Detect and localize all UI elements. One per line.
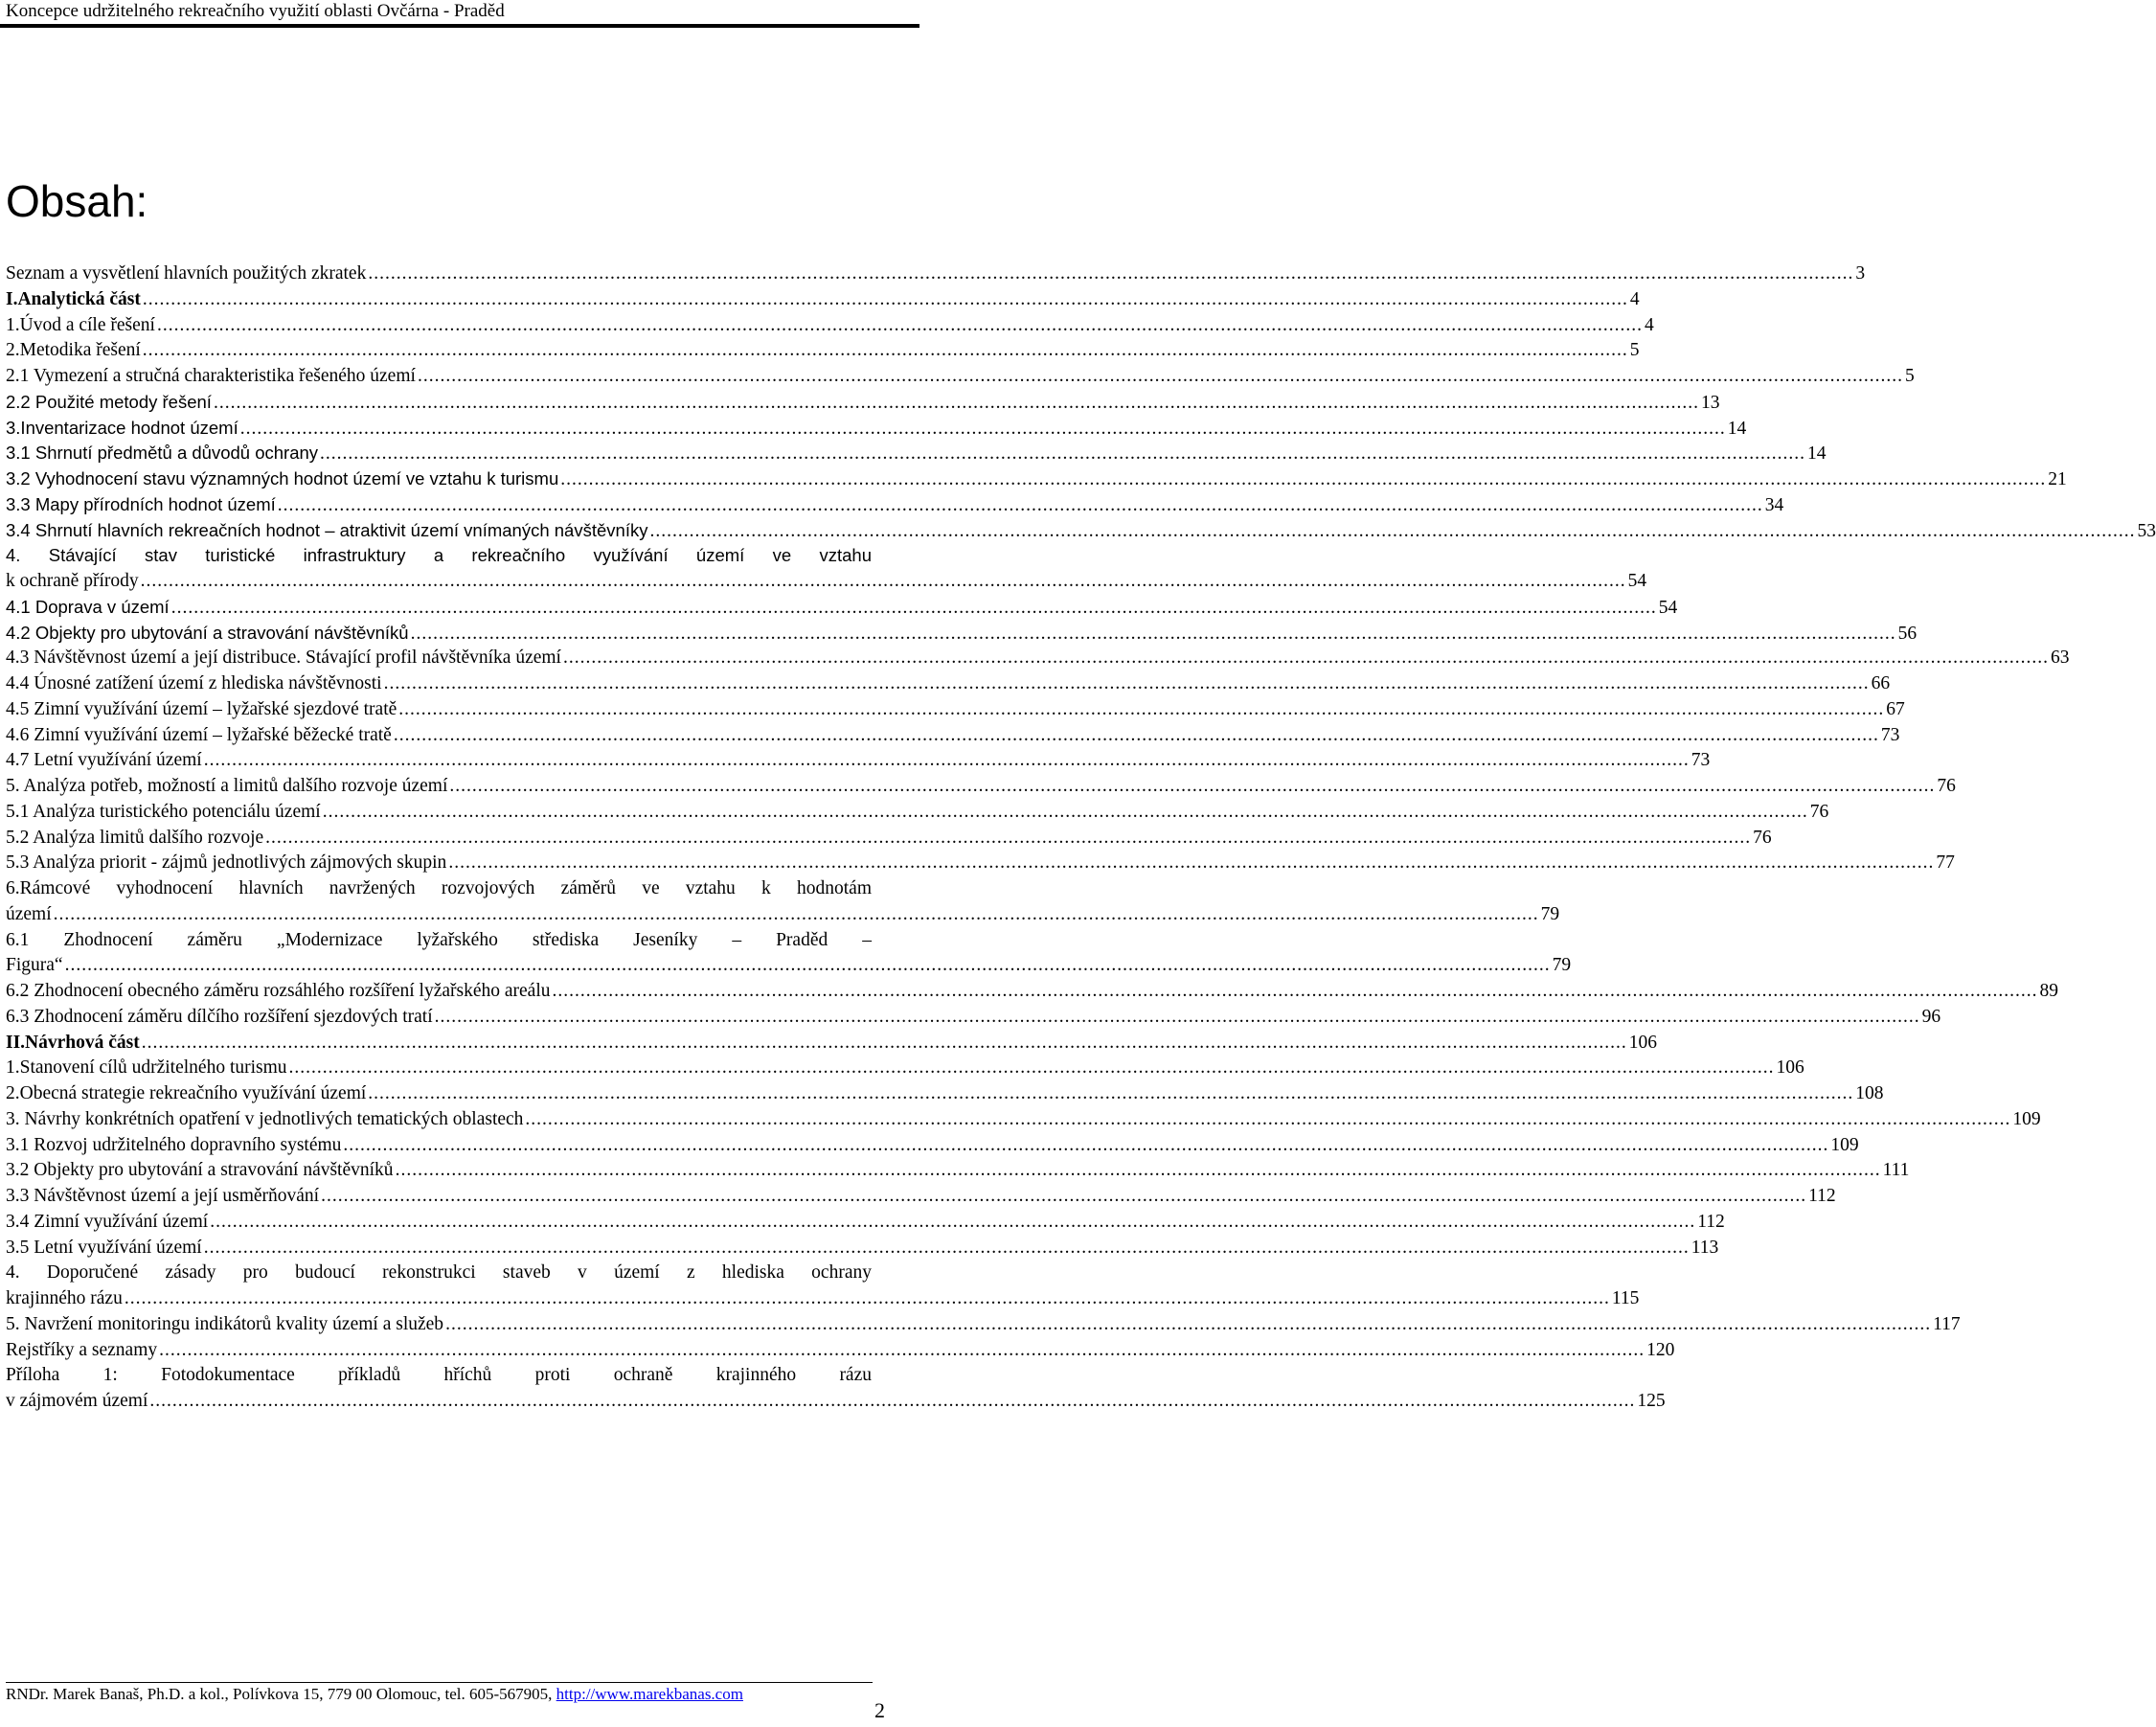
toc-entry-title: 5. Analýza potřeb, možností a limitů dalšího rozvoje území xyxy=(6,776,448,796)
toc-entry-continuation xyxy=(6,1286,1640,1312)
footer-rule xyxy=(6,1682,873,1683)
toc-page-number: 76 xyxy=(1937,776,1956,796)
toc-page-number: 109 xyxy=(2012,1108,2041,1129)
toc-dot-leader xyxy=(563,646,2049,671)
toc-dot-leader xyxy=(649,519,2135,545)
toc-page-number: 113 xyxy=(1691,1237,1719,1258)
document-title: Koncepce udržitelného rekreačního využití oblasti Ovčárna - Praděd xyxy=(6,1,505,21)
toc-page-number: 73 xyxy=(1880,724,1900,745)
toc-dot-leader xyxy=(384,671,1870,697)
toc-entry-title: 1.Stanovení cílů udržitelného turismu xyxy=(6,1057,287,1079)
toc-dot-leader xyxy=(320,442,1805,467)
toc-entry[interactable] xyxy=(6,466,2067,492)
toc-entry-title: 3.3 Mapy přírodních hodnot území xyxy=(6,493,276,514)
toc-page-number: 54 xyxy=(1658,597,1678,618)
footer xyxy=(6,1684,743,1705)
toc-entry-title: 3.1 Rozvoj udržitelného dopravního systému xyxy=(6,1134,342,1155)
toc-entry-title: 3.2 Objekty pro ubytování a stravování návštěvníků xyxy=(6,1160,394,1181)
toc-page-number: 112 xyxy=(1808,1186,1836,1206)
toc-entry[interactable] xyxy=(6,774,1956,800)
toc-entry[interactable] xyxy=(6,441,1827,466)
toc-entry-title: 1.Úvod a cíle řešení xyxy=(6,314,155,335)
toc-page-number: 67 xyxy=(1886,698,1905,719)
toc-entry-continuation xyxy=(6,569,1647,595)
toc-entry[interactable] xyxy=(6,621,1918,647)
toc-entry[interactable] xyxy=(6,518,2156,544)
toc-page-number: 111 xyxy=(1882,1160,1910,1181)
toc-dot-leader xyxy=(157,313,1643,339)
toc-dot-leader xyxy=(368,261,1853,287)
toc-page-number: 117 xyxy=(1933,1313,1961,1334)
toc-entry-title: 2.2 Použité metody řešení xyxy=(6,391,212,412)
toc-entry[interactable] xyxy=(6,287,1640,313)
toc-entry-title: 3.4 Shrnutí hlavních rekreačních hodnot – atraktivit území vnímaných návštěvníky xyxy=(6,519,648,540)
toc-entry-title: k ochraně přírody xyxy=(6,571,139,591)
toc-page-number: 4 xyxy=(1644,314,1654,335)
toc-entry[interactable] xyxy=(6,979,2059,1005)
toc-entry-title-line: 6.Rámcové vyhodnocení hlavních navržených rozvojových záměrů ve vztahu k hodnotám xyxy=(6,878,872,898)
toc-page-number: 4 xyxy=(1629,288,1640,309)
toc-dot-leader xyxy=(525,1107,2010,1133)
toc-entry-title: 4.6 Zimní využívání území – lyžařské běžecké tratě xyxy=(6,724,392,745)
toc-entry[interactable] xyxy=(6,416,1747,442)
toc-entry-title: Seznam a vysvětlení hlavních použitých zkratek xyxy=(6,263,367,284)
toc-entry-title: 3.1 Shrnutí předmětů a důvodů ochrany xyxy=(6,443,319,464)
toc-entry-title-line: 6.1 Zhodnocení záměru „Modernizace lyžařského střediska Jeseníky – Praděd – xyxy=(6,929,872,950)
toc-dot-leader xyxy=(171,596,1657,622)
toc-entry-title: 3.Inventarizace hodnot území xyxy=(6,417,238,438)
toc-page-number: 54 xyxy=(1627,571,1647,591)
toc-page-number: 14 xyxy=(1807,443,1827,465)
toc-dot-leader xyxy=(125,1286,1610,1312)
toc-entry-continuation xyxy=(6,1389,1666,1415)
toc-dot-leader xyxy=(265,826,1751,852)
toc-dot-leader xyxy=(204,748,1690,774)
running-header xyxy=(6,0,916,25)
toc-dot-leader xyxy=(278,493,1763,519)
toc-page-number: 109 xyxy=(1830,1134,1859,1155)
toc-dot-leader xyxy=(368,1081,1853,1107)
toc-entry[interactable] xyxy=(6,851,1955,876)
toc-entry[interactable] xyxy=(6,1184,1836,1210)
toc-entry[interactable] xyxy=(6,1210,1725,1236)
toc-entry-title: 3.4 Zimní využívání území xyxy=(6,1211,209,1232)
toc-dot-leader xyxy=(214,391,1699,417)
toc-page-number: 79 xyxy=(1552,955,1572,976)
toc-entry[interactable] xyxy=(6,876,1560,928)
toc-entry-title: 4.7 Letní využívání území xyxy=(6,750,202,771)
toc-entry-continuation xyxy=(6,953,1572,979)
toc-dot-leader xyxy=(411,622,1896,648)
toc-dot-leader xyxy=(321,1184,1806,1210)
toc-entry-title: 4.1 Doprava v území xyxy=(6,596,170,617)
toc-entry[interactable] xyxy=(6,338,1640,364)
toc-entry-title: 5.3 Analýza priorit - zájmů jednotlivých zájmových skupin xyxy=(6,852,447,874)
toc-entry[interactable] xyxy=(6,671,1891,697)
toc-entry-title: v zájmovém území xyxy=(6,1391,148,1411)
toc-dot-leader xyxy=(143,287,1628,313)
toc-dot-leader xyxy=(149,1389,1635,1415)
toc-dot-leader xyxy=(65,953,1551,979)
footer-website-link[interactable]: http://www.marekbanas.com xyxy=(556,1685,743,1703)
toc-entry-title: 3.2 Vyhodnocení stavu významných hodnot území ve vztahu k turismu xyxy=(6,468,559,489)
toc-entry[interactable] xyxy=(6,261,1866,287)
toc-entry-title: II.Návrhová část xyxy=(6,1032,140,1053)
toc-dot-leader xyxy=(553,979,2038,1005)
toc-entry-title: 5.2 Analýza limitů dalšího rozvoje xyxy=(6,827,264,848)
toc-page-number: 112 xyxy=(1697,1211,1725,1232)
toc-dot-leader xyxy=(323,800,1808,826)
toc-dot-leader xyxy=(449,774,1935,800)
toc-entry-title: 6.3 Zhodnocení záměru dílčího rozšíření sjezdových tratí xyxy=(6,1006,433,1027)
toc-entry[interactable] xyxy=(6,646,2070,671)
toc-entry-title: 2.Metodika řešení xyxy=(6,340,141,361)
toc-entry[interactable] xyxy=(6,1005,1941,1031)
toc-entry-title-line: 4. Doporučené zásady pro budoucí rekonstrukci staveb v území z hlediska ochrany xyxy=(6,1262,872,1284)
toc-entry-title: 3.5 Letní využívání území xyxy=(6,1237,202,1258)
toc-entry-title: 6.2 Zhodnocení obecného záměru rozsáhlého rozšíření lyžařského areálu xyxy=(6,981,551,1001)
toc-entry[interactable] xyxy=(6,1133,1859,1159)
toc-entry[interactable] xyxy=(6,800,1829,826)
toc-entry[interactable] xyxy=(6,492,1784,518)
toc-page-number: 96 xyxy=(1921,1006,1941,1027)
toc-entry[interactable] xyxy=(6,1056,1804,1081)
toc-entry[interactable] xyxy=(6,748,1711,774)
toc-entry-title: 2.Obecná strategie rekreačního využívání území xyxy=(6,1083,367,1103)
toc-page-number: 77 xyxy=(1936,852,1955,874)
toc-entry-title: 3. Návrhy konkrétních opatření v jednotlivých tematických oblastech xyxy=(6,1108,524,1129)
toc-page-number: 73 xyxy=(1691,750,1711,771)
toc-entry-title: 3.3 Návštěvnost území a její usměrňování xyxy=(6,1186,320,1206)
toc-entry-title: území xyxy=(6,903,52,924)
toc-dot-leader xyxy=(289,1056,1775,1081)
toc-entry-continuation xyxy=(6,902,1560,928)
toc-entry-title: 4.2 Objekty pro ubytování a stravování návštěvníků xyxy=(6,622,409,643)
toc-dot-leader xyxy=(396,1158,1881,1184)
toc-entry[interactable] xyxy=(6,390,1720,416)
toc-entry[interactable] xyxy=(6,1363,1666,1415)
toc-page-number: 79 xyxy=(1540,903,1560,924)
toc-dot-leader xyxy=(204,1236,1690,1261)
toc-dot-leader xyxy=(394,723,1879,749)
page-number: 2 xyxy=(874,1698,885,1722)
toc-page-number: 63 xyxy=(2050,648,2070,669)
toc-entry[interactable] xyxy=(6,1312,1961,1338)
toc-entry-title: krajinného rázu xyxy=(6,1288,123,1308)
toc-entry[interactable] xyxy=(6,595,1678,621)
toc-dot-leader xyxy=(142,1031,1627,1057)
toc-entry[interactable] xyxy=(6,364,1915,390)
toc-dot-leader xyxy=(560,467,2046,493)
toc-entry-title: 4.3 Návštěvnost území a její distribuce. Stávající profil návštěvníka území xyxy=(6,648,561,669)
toc-page-number: 13 xyxy=(1700,392,1720,413)
toc-page-number: 3 xyxy=(1855,263,1866,284)
toc-entry-title: 2.1 Vymezení a stručná charakteristika řešeného území xyxy=(6,366,416,386)
toc-entry[interactable] xyxy=(6,1338,1675,1364)
toc-heading: Obsah: xyxy=(6,176,148,226)
toc-dot-leader xyxy=(141,569,1626,595)
toc-page-number: 5 xyxy=(1904,366,1915,386)
toc-entry[interactable] xyxy=(6,826,1772,852)
toc-entry[interactable] xyxy=(6,697,1905,723)
toc-entry[interactable] xyxy=(6,313,1654,339)
toc-dot-leader xyxy=(435,1005,1920,1031)
toc-entry-title: I.Analytická část xyxy=(6,288,141,309)
toc-entry[interactable] xyxy=(6,1081,1884,1107)
toc-page-number: 66 xyxy=(1871,673,1891,693)
toc-page-number: 106 xyxy=(1628,1032,1657,1053)
toc-entry-title: 5.1 Analýza turistického potenciálu území xyxy=(6,801,321,822)
toc-entry[interactable] xyxy=(6,1031,1657,1057)
toc-page-number: 76 xyxy=(1809,801,1829,822)
toc-dot-leader xyxy=(448,851,1934,876)
toc-entry-title: 5. Navržení monitoringu indikátorů kvality území a služeb xyxy=(6,1313,444,1334)
toc-dot-leader xyxy=(445,1312,1931,1338)
toc-page-number: 53 xyxy=(2137,520,2156,541)
toc-page-number: 120 xyxy=(1646,1339,1675,1360)
toc-dot-leader xyxy=(54,902,1539,928)
toc-entry[interactable] xyxy=(6,1107,2041,1133)
toc-dot-leader xyxy=(418,364,1903,390)
toc-entry-title: Figura“ xyxy=(6,955,63,976)
toc-entry[interactable] xyxy=(6,1261,1640,1312)
toc-entry[interactable] xyxy=(6,928,1572,980)
toc-entry[interactable] xyxy=(6,1158,1910,1184)
toc-page-number: 89 xyxy=(2039,981,2059,1001)
toc-dot-leader xyxy=(240,417,1726,443)
toc-entry-title: Rejstříky a seznamy xyxy=(6,1339,158,1360)
toc-entry[interactable] xyxy=(6,543,1647,595)
toc-page-number: 108 xyxy=(1855,1083,1884,1103)
toc-dot-leader xyxy=(210,1210,1695,1236)
toc-page-number: 125 xyxy=(1637,1391,1666,1411)
toc-entry[interactable] xyxy=(6,723,1900,749)
toc-dot-leader xyxy=(398,697,1884,723)
toc-page-number: 56 xyxy=(1897,623,1918,644)
toc-entry-title: 4.5 Zimní využívání území – lyžařské sjezdové tratě xyxy=(6,698,397,719)
toc-entry[interactable] xyxy=(6,1236,1719,1261)
toc-page-number: 76 xyxy=(1753,827,1772,848)
toc-page-number: 115 xyxy=(1611,1288,1640,1308)
toc-page-number: 34 xyxy=(1764,494,1784,515)
toc-dot-leader xyxy=(143,338,1628,364)
toc-page-number: 5 xyxy=(1629,340,1640,361)
footer-author-address: RNDr. Marek Banaš, Ph.D. a kol., Polívkova 15, 779 00 Olomouc, tel. 605-567905, xyxy=(6,1685,556,1703)
toc-entry-title-line: 4. Stávající stav turistické infrastruktury a rekreačního využívání území ve vztahu xyxy=(6,545,872,566)
toc-entry-title: 4.4 Únosné zatížení území z hlediska návštěvnosti xyxy=(6,673,382,693)
toc-dot-leader xyxy=(159,1338,1645,1364)
table-of-contents xyxy=(6,261,2156,1415)
toc-page-number: 106 xyxy=(1776,1057,1804,1079)
toc-page-number: 21 xyxy=(2048,469,2067,489)
toc-dot-leader xyxy=(343,1133,1828,1159)
toc-page-number: 14 xyxy=(1727,418,1747,439)
toc-entry-title-line: Příloha 1: Fotodokumentace příkladů hříchů proti ochraně krajinného rázu xyxy=(6,1365,872,1386)
header-rule xyxy=(0,24,919,28)
